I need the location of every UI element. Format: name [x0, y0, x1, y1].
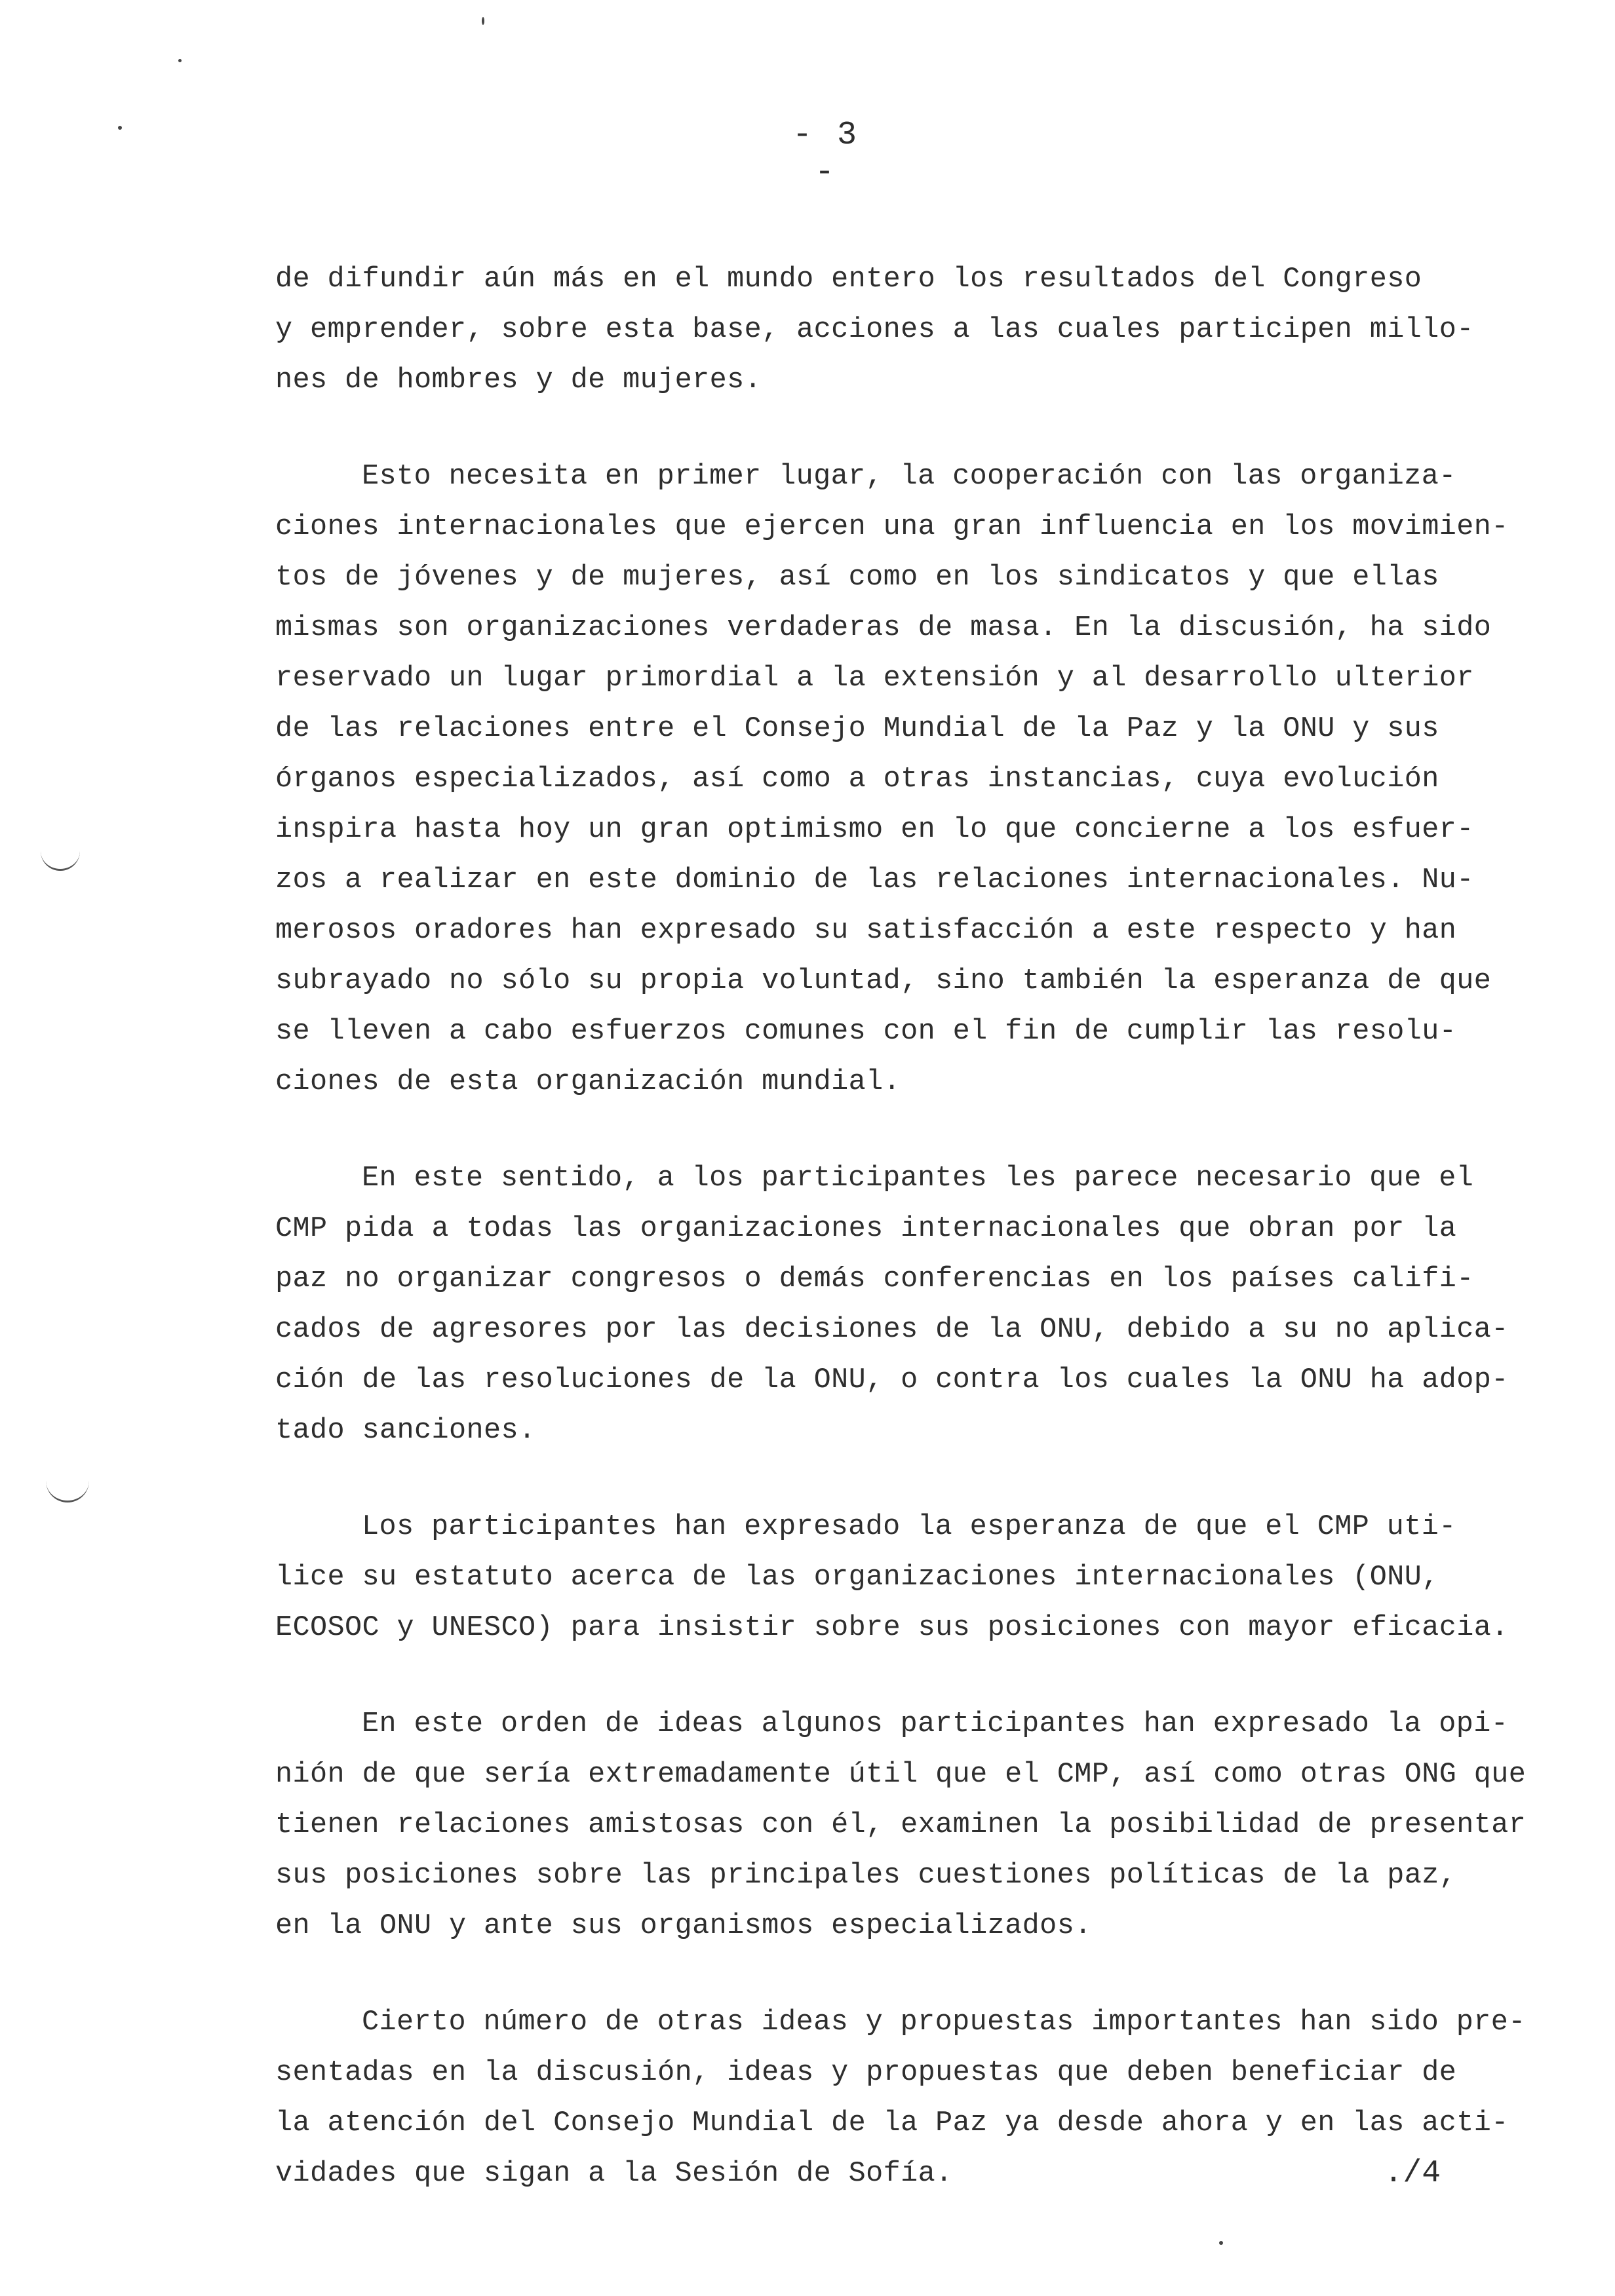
- text-line: inspira hasta hoy un gran optimismo en lo que concierne a los esfuer-: [275, 814, 1474, 846]
- paragraph-1: [275, 254, 1553, 406]
- text-line: reservado un lugar primordial a la extensión y al desarrollo ulterior: [275, 662, 1474, 695]
- text-line: merosos oradores han expresado su satisfacción a este respecto y han: [275, 915, 1457, 947]
- text-line: de difundir aún más en el mundo entero los resultados del Congreso: [275, 263, 1422, 296]
- text-line: ción de las resoluciones de la ONU, o contra los cuales la ONU ha adop-: [275, 1364, 1509, 1396]
- text-line: tado sanciones.: [275, 1415, 536, 1447]
- text-line: mismas son organizaciones verdaderas de masa. En la discusión, ha sido: [275, 612, 1492, 644]
- scan-speck: [118, 126, 122, 130]
- page-number: - 3 -: [792, 117, 859, 191]
- text-line: ciones internacionales que ejercen una gran influencia en los movimien-: [275, 511, 1509, 543]
- text-line: Los participantes han expresado la esperanza de que el CMP uti-: [362, 1511, 1456, 1543]
- paragraph-2: [275, 451, 1553, 1107]
- text-line: sus posiciones sobre las principales cuestiones políticas de la paz,: [275, 1860, 1457, 1892]
- text-line: ECOSOC y UNESCO) para insistir sobre sus posiciones con mayor eficacia.: [275, 1612, 1509, 1644]
- continuation-marker: ./4: [1384, 2156, 1441, 2191]
- text-line: tos de jóvenes y de mujeres, así como en los sindicatos y que ellas: [275, 562, 1439, 594]
- body-text: [275, 254, 1553, 2245]
- scan-speck: [482, 17, 484, 25]
- text-line: lice su estatuto acerca de las organizaciones internacionales (ONU,: [275, 1561, 1439, 1594]
- text-line: zos a realizar en este dominio de las relaciones internacionales. Nu-: [275, 864, 1474, 896]
- text-line: órganos especializados, así como a otras instancias, cuya evolución: [275, 763, 1439, 795]
- text-line: Cierto número de otras ideas y propuestas importantes han sido pre-: [362, 2006, 1526, 2038]
- text-line: subrayado no sólo su propia voluntad, sino también la esperanza de que: [275, 965, 1492, 997]
- text-line: sentadas en la discusión, ideas y propuestas que deben beneficiar de: [275, 2057, 1457, 2089]
- paragraph-4: [275, 1502, 1553, 1653]
- text-line: tienen relaciones amistosas con él, examinen la posibilidad de presentar: [275, 1809, 1527, 1841]
- text-line: vidades que sigan a la Sesión de Sofía.: [275, 2158, 953, 2190]
- text-line: en la ONU y ante sus organismos especializados.: [275, 1910, 1092, 1942]
- text-line: En este orden de ideas algunos participantes han expresado la opi-: [362, 1708, 1509, 1740]
- text-line: y emprender, sobre esta base, acciones a las cuales participen millo-: [275, 314, 1474, 346]
- paragraph-3: [275, 1153, 1553, 1456]
- text-line: ciones de esta organización mundial.: [275, 1066, 901, 1098]
- paragraph-5: [275, 1699, 1553, 1951]
- margin-mark: [46, 1474, 89, 1502]
- paragraph-6: [275, 1997, 1553, 2199]
- text-line: paz no organizar congresos o demás conferencias en los países califi-: [275, 1263, 1474, 1295]
- text-line: cados de agresores por las decisiones de la ONU, debido a su no aplica-: [275, 1314, 1509, 1346]
- margin-mark: [41, 845, 80, 871]
- text-line: En este sentido, a los participantes les parece necesario que el: [362, 1162, 1474, 1195]
- text-line: CMP pida a todas las organizaciones internacionales que obran por la: [275, 1213, 1457, 1245]
- text-line: Esto necesita en primer lugar, la cooperación con las organiza-: [362, 461, 1456, 493]
- text-line: nión de que sería extremadamente útil que el CMP, así como otras ONG que: [275, 1759, 1527, 1791]
- scan-speck: [178, 59, 182, 62]
- text-line: la atención del Consejo Mundial de la Paz ya desde ahora y en las acti-: [275, 2107, 1509, 2139]
- text-line: se lleven a cabo esfuerzos comunes con el fin de cumplir las resolu-: [275, 1016, 1457, 1048]
- text-line: de las relaciones entre el Consejo Mundial de la Paz y la ONU y sus: [275, 713, 1439, 745]
- text-line: nes de hombres y de mujeres.: [275, 364, 762, 396]
